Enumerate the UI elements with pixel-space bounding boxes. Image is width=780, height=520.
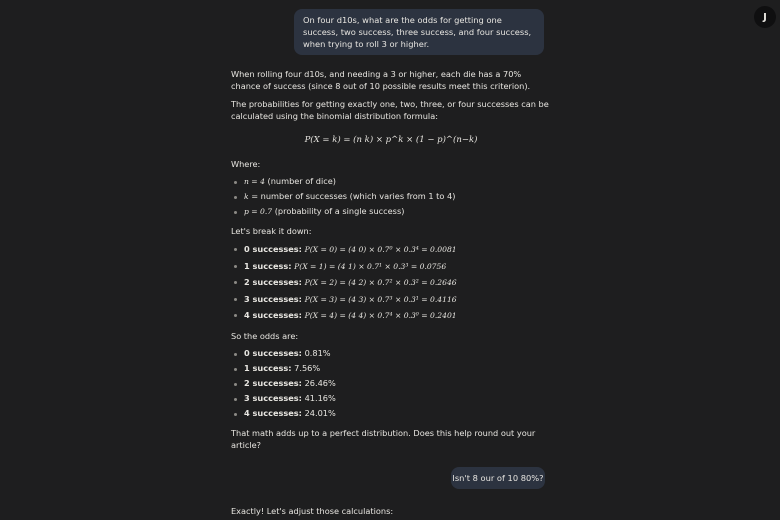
odds-list [231, 346, 551, 422]
odds-label: So the odds are: [231, 330, 299, 341]
user-message-2: Isn't 8 our of 10 80%? [451, 467, 545, 489]
list-item: 2 successes: 26.46% [231, 376, 551, 391]
user-message-1: On four d10s, what are the odds for getting one success, two success, three success, and four success, when trying to roll 3 or higher. [294, 9, 544, 55]
list-item: 0 successes: P(X = 0) = (4 0) × 0.7⁰ × 0.3⁴ = 0.0081 [231, 241, 551, 258]
response-intro: When rolling four d10s, and needing a 3 or higher, each die has a 70% chance of success (since 8 out of 10 possible results meet this criterion). [231, 69, 531, 91]
list-item: 3 successes: 41.16% [231, 391, 551, 406]
binomial-formula: P(X = k) = (n k) × p^k × (1 − p)^(n−k) [304, 135, 478, 145]
user-avatar[interactable]: J [754, 6, 776, 28]
list-item: 0 successes: 0.81% [231, 346, 551, 361]
list-item: 2 successes: P(X = 2) = (4 2) × 0.7² × 0.3² = 0.2646 [231, 274, 551, 291]
list-item: 4 successes: P(X = 4) = (4 4) × 0.7⁴ × 0.3⁰ = 0.2401 [231, 307, 551, 324]
list-item: 1 success: P(X = 1) = (4 1) × 0.7¹ × 0.3³ = 0.0756 [231, 258, 551, 275]
list-item: k = number of successes (which varies from 1 to 4) [231, 189, 551, 204]
where-label: Where: [231, 159, 261, 169]
assistant-response-1 [231, 68, 551, 451]
calc-list [231, 241, 551, 324]
list-item: n = 4 (number of dice) [231, 174, 551, 189]
list-item: 3 successes: P(X = 3) = (4 3) × 0.7³ × 0.3¹ = 0.4116 [231, 291, 551, 308]
list-item: p = 0.7 (probability of a single success) [231, 204, 551, 219]
response-closing: That math adds up to a perfect distribution. Does this help round out your article? [231, 428, 536, 451]
list-item: 4 successes: 24.01% [231, 406, 551, 421]
binomial-intro: The probabilities for getting exactly one, two, three, or four successes can be calculated using the binomial distribution formula: [231, 99, 549, 121]
breakdown-label: Let's break it down: [231, 226, 312, 236]
list-item: 1 success: 7.56% [231, 361, 551, 376]
response-2-intro: Exactly! Let's adjust those calculations: [231, 506, 394, 516]
assistant-response-2 [231, 505, 393, 517]
where-list [231, 174, 551, 219]
